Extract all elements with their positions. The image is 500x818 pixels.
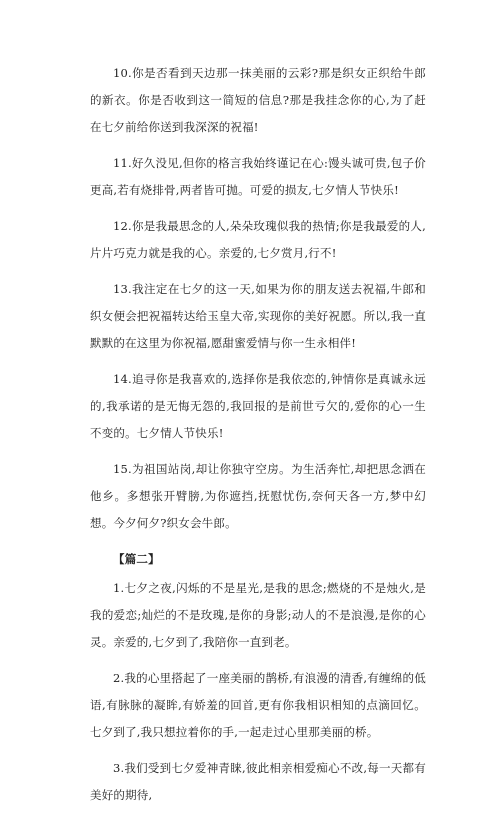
paragraph-11: 11.好久没见,但你的格言我始终谨记在心:馒头诚可贵,包子价更高,若有烧排骨,两者皆可抛。可爱的损友,七夕情人节快乐! xyxy=(90,156,426,197)
section-heading: 【篇二】 xyxy=(113,552,160,566)
paragraph-10: 10.你是否看到天边那一抹美丽的云彩?那是织女正织给牛郎的新衣。你是否收到这一简短的信息?那是我挂念你的心,为了赶在七夕前给你送到我深深的祝福! xyxy=(90,66,426,134)
paragraph-part2-1: 1.七夕之夜,闪烁的不是星光,是我的思念;燃烧的不是烛火,是我的爱恋;灿烂的不是玫瑰,是你的身影;动人的不是浪漫,是你的心灵。亲爱的,七夕到了,我陪你一直到老。 xyxy=(90,581,426,649)
paragraph-14: 14.追寻你是我喜欢的,选择你是我依恋的,钟情你是真诚永远的,我承诺的是无悔无怨的,我回报的是前世亏欠的,爱你的心一生不变的。七夕情人节快乐! xyxy=(90,372,426,440)
paragraph-part2-3: 3.我们受到七夕爱神青睐,彼此相亲相爱痴心不改,每一天都有美好的期待, xyxy=(90,761,426,802)
paragraph-12: 12.你是我最思念的人,朵朵玫瑰似我的热情;你是我最爱的人,片片巧克力就是我的心。亲爱的,七夕赏月,行不! xyxy=(90,219,426,260)
paragraph-15: 15.为祖国站岗,却让你独守空房。为生活奔忙,却把思念洒在他乡。多想张开臂膀,为你遮挡,抚慰忧伤,奈何天各一方,梦中幻想。今夕何夕?织女会牛郎。 xyxy=(90,462,426,530)
paragraph-13: 13.我注定在七夕的这一天,如果为你的朋友送去祝福,牛郎和织女便会把祝福转达给玉皇大帝,实现你的美好祝愿。所以,我一直默默的在这里为你祝福,愿甜蜜爱情与你一生永相伴! xyxy=(90,282,426,350)
document-body xyxy=(90,60,426,818)
paragraph-part2-2: 2.我的心里搭起了一座美丽的鹊桥,有浪漫的清香,有缠绵的低语,有脉脉的凝眸,有娇羞的回首,更有你我相识相知的点滴回忆。七夕到了,我只想拉着你的手,一起走过心里那美丽的桥。 xyxy=(90,671,426,739)
